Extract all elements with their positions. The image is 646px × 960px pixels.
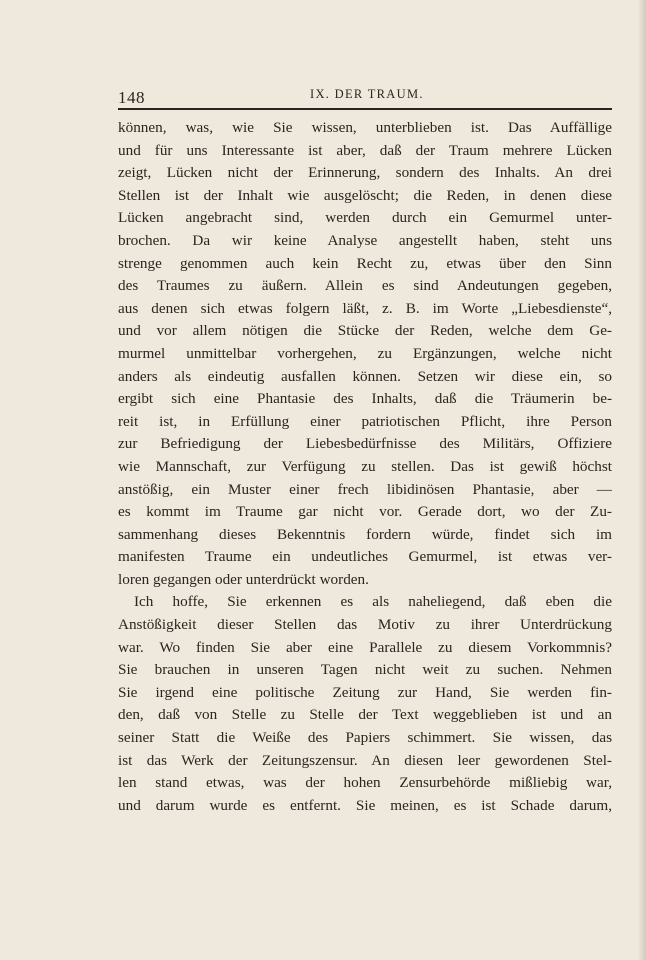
text-line: es kommt im Traume gar nicht vor. Gerade dort, wo der Zu- bbox=[118, 503, 612, 521]
text-line: und vor allem nötigen die Stücke der Reden, welche dem Ge- bbox=[118, 322, 612, 340]
text-line: manifesten Traume ein undeutliches Gemurmel, ist etwas ver- bbox=[118, 548, 612, 566]
text-line: reit ist, in Erfüllung einer patriotischen Pflicht, ihre Person bbox=[118, 412, 612, 430]
text-line: sammenhang dieses Bekenntnis fordern würde, findet sich im bbox=[118, 525, 612, 543]
text-line: können, was, wie Sie wissen, unterblieben ist. Das Auffällige bbox=[118, 119, 612, 136]
text-line: anstößig, ein Muster einer frech libidinösen Phantasie, aber — bbox=[118, 480, 612, 498]
text-line: strenge genommen auch kein Recht zu, etwas über den Sinn bbox=[118, 254, 612, 272]
text-line: brochen. Da wir keine Analyse angestellt haben, steht uns bbox=[118, 231, 612, 249]
text-line: des Traumes zu äußern. Allein es sind Andeutungen gegeben, bbox=[118, 277, 612, 295]
header-rule bbox=[118, 108, 612, 110]
page-edge-shadow bbox=[638, 0, 646, 960]
text-line: ist das Werk der Zeitungszensur. An diesen leer gewordenen Stel- bbox=[118, 751, 612, 769]
text-line: den, daß von Stelle zu Stelle der Text weggeblieben ist und an bbox=[118, 706, 612, 724]
text-line: Sie brauchen in unseren Tagen nicht weit zu suchen. Nehmen bbox=[118, 661, 612, 679]
page-number: 148 bbox=[118, 88, 145, 107]
text-line: Stellen ist der Inhalt wie ausgelöscht; die Reden, in denen diese bbox=[118, 186, 612, 204]
text-line: war. Wo finden Sie aber eine Parallele zu diesem Vorkommnis? bbox=[118, 638, 612, 656]
text-line: Ich hoffe, Sie erkennen es als naheliegend, daß eben die bbox=[134, 593, 612, 611]
page-header bbox=[118, 86, 612, 106]
text-line: anders als eindeutig ausfallen können. Setzen wir diese ein, so bbox=[118, 367, 612, 385]
text-line: und darum wurde es entfernt. Sie meinen, es ist Schade darum, bbox=[118, 796, 612, 814]
text-line: zeigt, Lücken nicht der Erinnerung, sondern des Inhalts. An drei bbox=[118, 164, 612, 182]
body-text bbox=[118, 117, 612, 817]
text-line: murmel unmittelbar vorhergehen, zu Ergänzungen, welche nicht bbox=[118, 344, 612, 362]
text-line: loren gegangen oder unterdrückt worden. bbox=[118, 570, 369, 588]
text-line: len stand etwas, was der hohen Zensurbehörde mißliebig war, bbox=[118, 774, 612, 792]
text-line: wie Mannschaft, zur Verfügung zu stellen. Das ist gewiß höchst bbox=[118, 457, 612, 475]
text-line: Anstößigkeit dieser Stellen das Motiv zu ihrer Unterdrückung bbox=[118, 616, 612, 634]
text-line: Sie irgend eine politische Zeitung zur Hand, Sie werden fin- bbox=[118, 683, 612, 701]
text-line: Lücken angebracht sind, werden durch ein Gemurmel unter- bbox=[118, 209, 612, 227]
text-line: ergibt sich eine Phantasie des Inhalts, daß die Träumerin be- bbox=[118, 390, 612, 408]
text-line: und für uns Interessante ist aber, daß der Traum mehrere Lücken bbox=[118, 141, 612, 159]
running-head: IX. DER TRAUM. bbox=[310, 87, 424, 101]
text-line: seiner Statt die Weiße des Papiers schimmert. Sie wissen, das bbox=[118, 729, 612, 747]
text-line: aus denen sich etwas folgern läßt, z. B. im Worte „Liebesdienste“, bbox=[118, 299, 612, 317]
text-line: zur Befriedigung der Liebesbedürfnisse des Militärs, Offiziere bbox=[118, 435, 612, 453]
